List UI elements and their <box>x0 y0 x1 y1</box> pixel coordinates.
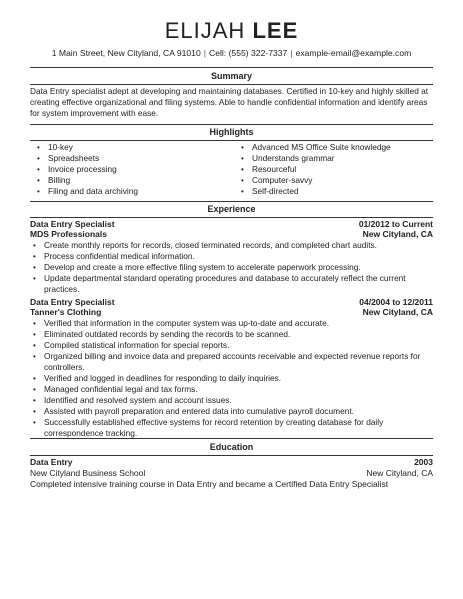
candidate-name <box>0 18 463 44</box>
duty-line: correspondence tracking. <box>44 428 138 438</box>
duty-item <box>30 329 433 340</box>
duty-line: • Process confidential medical information. <box>44 251 195 261</box>
duty-item <box>30 262 433 273</box>
job-title: Data Entry Specialist <box>30 219 115 229</box>
section-rule <box>30 217 433 218</box>
section-rule <box>30 84 433 85</box>
duty-line: controllers. <box>44 362 85 372</box>
highlight-item: • Spreadsheets <box>34 153 234 164</box>
duty-item <box>30 395 433 406</box>
phone: Cell: (555) 322-7337 <box>208 48 288 58</box>
duty-line: • Create monthly reports for records, closed terminated records, and completed chart audits. <box>44 240 377 250</box>
highlight-item: • Resourceful <box>238 164 433 175</box>
highlight-item: • 10-key <box>34 142 234 153</box>
summary-heading: Summary <box>210 71 253 81</box>
separator: | <box>290 48 293 58</box>
duty-line: • Develop and create a more effective filing system to accelerate paperwork processing. <box>44 262 361 272</box>
education-note: Completed intensive training course in Data Entry and became a Certified Data Entry Specialist <box>30 479 389 489</box>
separator: | <box>203 48 206 58</box>
highlight-item: • Computer-savvy <box>238 175 433 186</box>
section-rule <box>30 455 433 456</box>
duty-line: • Update departmental standard operating procedures and database to accurately reflect the current <box>44 273 406 283</box>
education-header <box>30 457 433 468</box>
job-duties <box>30 318 433 439</box>
school-name: New Cityland Business School <box>30 468 146 478</box>
company-name: Tanner's Clothing <box>30 307 102 317</box>
job-duties <box>30 240 433 295</box>
section-rule <box>30 124 433 125</box>
education-note-row <box>30 479 433 490</box>
education-heading: Education <box>209 442 254 452</box>
duty-line: • Organized billing and invoice data and prepared accounts receivable and expected revenue reports for <box>44 351 421 361</box>
summary-line: creating effective organizational and filing systems. Able to handle confidential information and identify areas <box>30 97 428 107</box>
last-name: LEE <box>252 18 299 43</box>
duty-line: • Verified that information in the computer system was up-to-date and accurate. <box>44 318 330 328</box>
job-location: New Cityland, CA <box>362 229 433 239</box>
highlight-item: • Self-directed <box>238 186 433 197</box>
job-employer <box>30 229 433 240</box>
duty-line: • Verified and logged in deadlines for responding to daily inquiries. <box>44 373 282 383</box>
contact-line <box>30 48 433 59</box>
summary-line: for system improvement with ease. <box>30 108 159 118</box>
duty-item <box>30 351 433 373</box>
job-dates: 01/2012 to Current <box>358 219 433 229</box>
duty-line: • Successfully established effective systems for record retention by creating database for daily <box>44 417 384 427</box>
job-dates: 04/2004 to 12/2011 <box>359 297 433 307</box>
duty-item <box>30 406 433 417</box>
duty-line: • Eliminated outdated records by sending the records to be scanned. <box>44 329 291 339</box>
duty-item <box>30 340 433 351</box>
highlight-item: • Billing <box>34 175 234 186</box>
duty-line: • Identified and resolved system and account issues. <box>44 395 232 405</box>
duty-line: • Managed confidential legal and tax forms. <box>44 384 198 394</box>
highlights-list-right <box>238 142 433 197</box>
job-location: New Cityland, CA <box>362 307 433 317</box>
job-title: Data Entry Specialist <box>30 297 115 307</box>
duty-item <box>30 384 433 395</box>
highlight-item: • Invoice processing <box>34 164 234 175</box>
duty-item <box>30 251 433 262</box>
job-employer <box>30 307 433 318</box>
duty-item <box>30 318 433 329</box>
section-rule <box>30 140 433 141</box>
highlight-item: • Understands grammar <box>238 153 433 164</box>
summary-text <box>30 86 433 119</box>
highlight-item: • Advanced MS Office Suite knowledge <box>238 142 433 153</box>
duty-item <box>30 273 433 295</box>
duty-line: • Compiled statistical information for special reports. <box>44 340 230 350</box>
duty-line: • Assisted with payroll preparation and entered data into cumulative payroll document. <box>44 406 354 416</box>
section-rule <box>30 201 433 202</box>
duty-item <box>30 417 433 439</box>
summary-line: Data Entry specialist adept at developing and maintaining databases. Certified in 10-key and highly skilled at <box>30 86 429 96</box>
company-name: MDS Professionals <box>30 229 107 239</box>
highlights-list-left <box>34 142 234 197</box>
section-rule <box>30 67 433 68</box>
duty-line: practices. <box>44 284 80 294</box>
section-rule <box>30 438 433 439</box>
email-link[interactable]: example-email@example.com <box>295 48 412 58</box>
duty-item <box>30 240 433 251</box>
school-location: New Cityland, CA <box>366 468 433 478</box>
duty-item <box>30 373 433 384</box>
highlights-heading: Highlights <box>209 127 254 137</box>
education-year: 2003 <box>414 457 433 467</box>
highlight-item: • Filing and data archiving <box>34 186 234 197</box>
education-school-row <box>30 468 433 479</box>
first-name: ELIJAH <box>164 18 246 43</box>
address: 1 Main Street, New Cityland, CA 91010 <box>51 48 201 58</box>
degree: Data Entry <box>30 457 73 467</box>
experience-heading: Experience <box>207 204 256 214</box>
